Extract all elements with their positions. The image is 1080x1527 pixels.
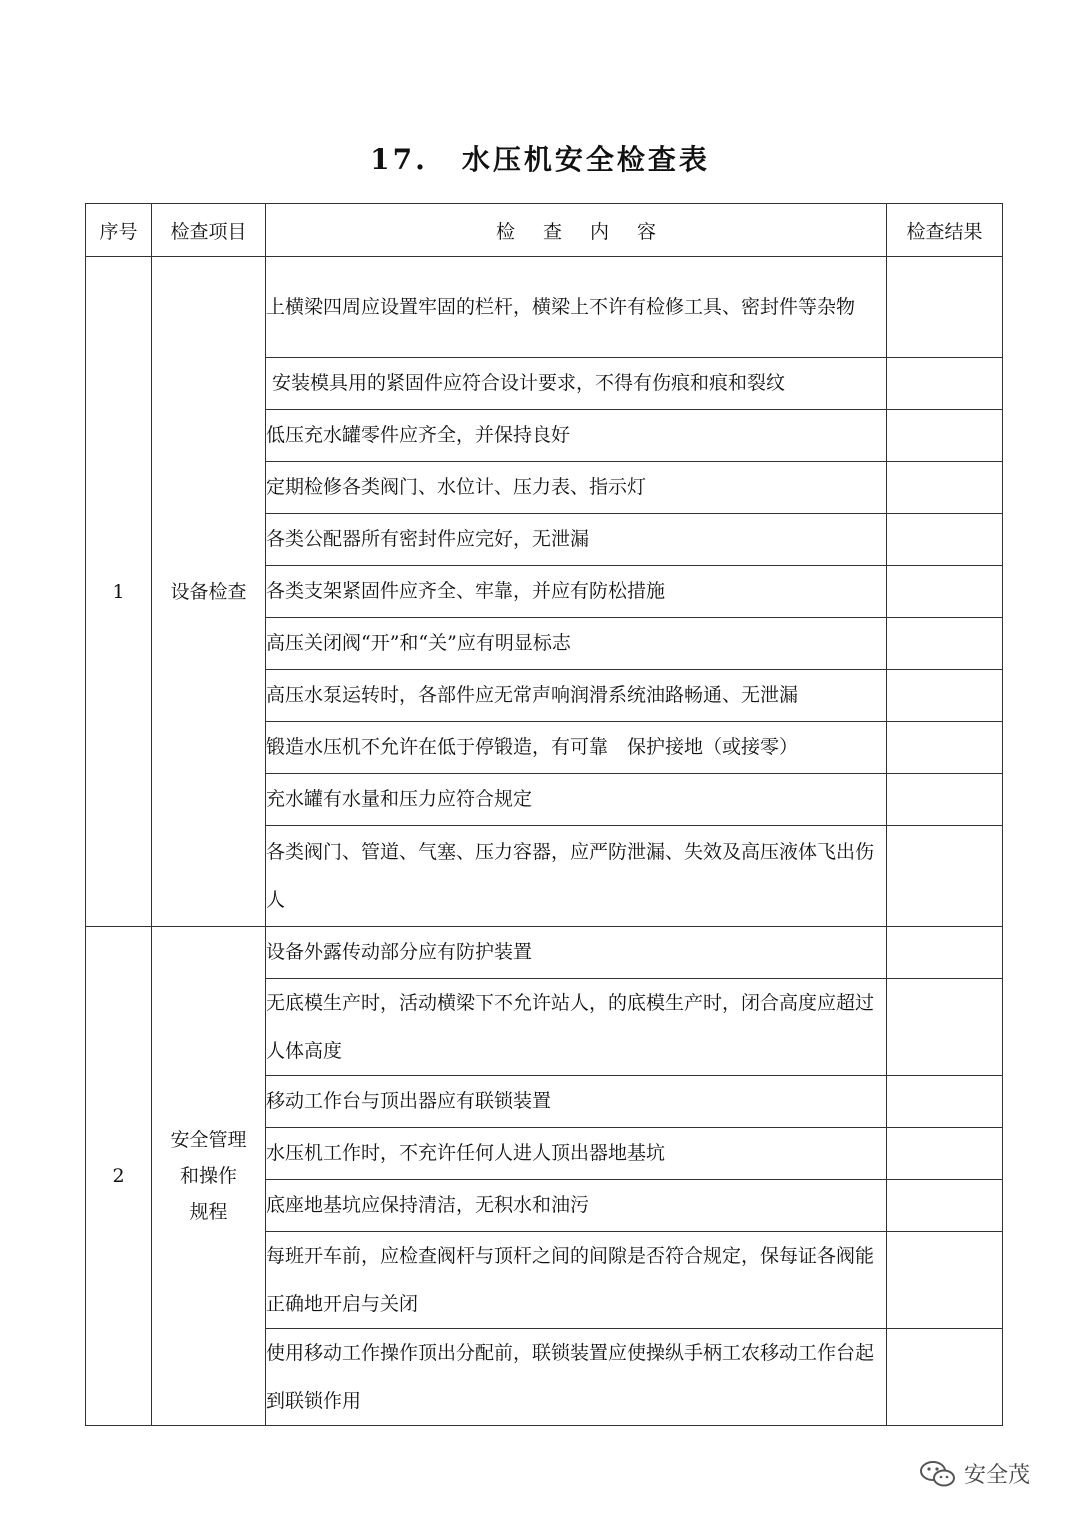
section-item-line: 规程 [189,1201,228,1223]
check-content: 各类支架紧固件应齐全、牢靠，并应有防松措施 [266,566,887,618]
section-item [152,927,266,1426]
check-result-cell[interactable] [887,1329,1003,1426]
check-content: 移动工作台与顶出器应有联锁装置 [266,1076,887,1128]
table-row [86,927,1003,979]
title-text: 水压机安全检查表 [461,143,710,176]
check-result-cell[interactable] [887,1076,1003,1128]
check-content: 定期检修各类阀门、水位计、压力表、指示灯 [266,462,887,514]
wechat-icon [918,1459,958,1489]
check-result-cell[interactable] [887,826,1003,927]
check-content: 安装模具用的紧固件应符合设计要求，不得有伤痕和痕和裂纹 [266,358,887,410]
header-item: 检查项目 [152,204,266,257]
check-result-cell[interactable] [887,774,1003,826]
check-content: 各类阀门、管道、气塞、压力容器，应严防泄漏、失效及高压液体飞出伤人 [266,826,887,927]
check-result-cell[interactable] [887,1232,1003,1329]
section-seq: 1 [86,257,152,927]
check-result-cell[interactable] [887,410,1003,462]
check-result-cell[interactable] [887,1128,1003,1180]
header-seq: 序号 [86,204,152,257]
check-result-cell[interactable] [887,670,1003,722]
header-result: 检查结果 [887,204,1003,257]
check-result-cell[interactable] [887,462,1003,514]
check-result-cell[interactable] [887,566,1003,618]
check-content: 每班开车前，应检查阀杆与顶杆之间的间隙是否符合规定，保每证各阀能正确地开启与关闭 [266,1232,887,1329]
check-result-cell[interactable] [887,618,1003,670]
page-title [0,138,1080,178]
header-content: 检查内容 [266,204,887,257]
inspection-table [85,203,1003,1426]
section-item-line: 安全管理 [170,1129,247,1151]
watermark [918,1458,1030,1489]
check-content: 充水罐有水量和压力应符合规定 [266,774,887,826]
check-result-cell[interactable] [887,979,1003,1076]
check-result-cell[interactable] [887,927,1003,979]
table-body [86,257,1003,1426]
check-content: 上横梁四周应设置牢固的栏杆，横梁上不许有检修工具、密封件等杂物 [266,257,887,358]
check-content: 锻造水压机不允许在低于停锻造，有可靠 保护接地（或接零） [266,722,887,774]
check-result-cell[interactable] [887,257,1003,358]
table-header-row [86,204,1003,257]
section-seq: 2 [86,927,152,1426]
check-result-cell[interactable] [887,722,1003,774]
check-content: 高压关闭阀“开”和“关”应有明显标志 [266,618,887,670]
check-result-cell[interactable] [887,358,1003,410]
check-content: 高压水泵运转时，各部件应无常声响润滑系统油路畅通、无泄漏 [266,670,887,722]
check-result-cell[interactable] [887,1180,1003,1232]
check-content: 低压充水罐零件应齐全，并保持良好 [266,410,887,462]
check-content: 各类公配器所有密封件应完好，无泄漏 [266,514,887,566]
check-result-cell[interactable] [887,514,1003,566]
check-content: 底座地基坑应保持清洁，无积水和油污 [266,1180,887,1232]
title-number: 17. [370,143,428,176]
check-content: 水压机工作时，不充许任何人进人顶出器地基坑 [266,1128,887,1180]
section-item-line: 和操作 [179,1165,237,1187]
check-content: 使用移动工作操作顶出分配前，联锁装置应使操纵手柄工农移动工作台起到联锁作用 [266,1329,887,1426]
watermark-text: 安全茂 [964,1463,1031,1488]
section-item-line: 设备检查 [170,580,247,603]
check-content: 设备外露传动部分应有防护装置 [266,927,887,979]
check-content: 无底模生产时，活动横梁下不允许站人，的底模生产时，闭合高度应超过人体高度 [266,979,887,1076]
table-row [86,257,1003,358]
section-item [152,257,266,927]
